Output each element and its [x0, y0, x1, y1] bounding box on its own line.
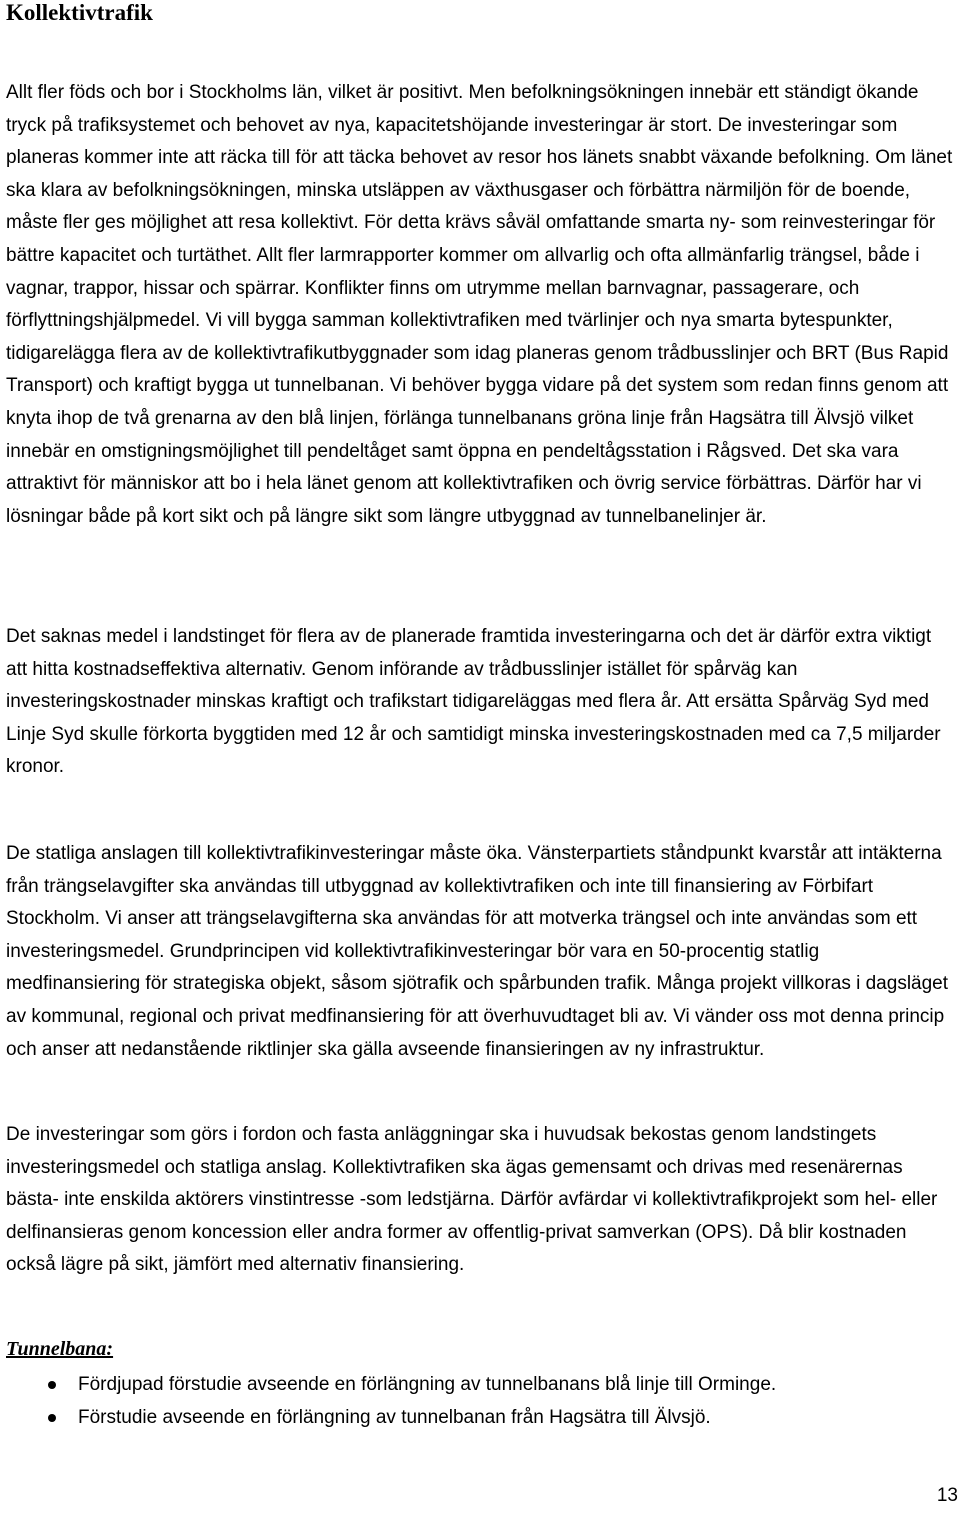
paragraph-state-funding: De statliga anslagen till kollektivtrafikinvesteringar måste öka. Vänsterpartiets ståndpunkt kvarstår att intäkterna från trängselavgifter ska användas till utbyggnad av kollektivtrafiken och inte till finansiering av Förbifart Stockholm. Vi anser att trängselavgifterna ska användas för att motverka trängsel och inte användas som ett investeringsmedel. Grundprincipen vid kollektivtrafikinvesteringar bör vara en 50-procentig statlig medfinansiering för strategiska objekt, såsom sjötrafik och spårbunden trafik. Många projekt villkoras i dagsläget av kommunal, regional och privat medfinansiering för att överhuvudtaget bli av. Vi vänder oss mot denna princip och anser att nedanstående riktlinjer ska gälla avseende finansieringen av ny infrastruktur. — [6, 843, 949, 1060]
paragraph-public-ownership: De investeringar som görs i fordon och fasta anläggningar ska i huvudsak bekostas genom landstingets investeringsmedel och statliga anslag. Kollektivtrafiken ska ägas gemensamt och drivas med resenärernas bästa- inte enskilda aktörers vinstintresse -som ledstjärna. Därför avfärdar vi kollektivtrafikprojekt som hel- eller delfinansieras genom koncession eller andra former av offentlig-privat samverkan (OPS). Då blir kostnaden också lägre på sikt, jämfört med alternativ finansiering. — [6, 1124, 938, 1276]
bullet-list — [0, 1369, 960, 1434]
paragraph-population-growth: Allt fler föds och bor i Stockholms län, vilket är positivt. Men befolkningsökningen innebär ett ständigt ökande tryck på trafiksystemet och behovet av nya, kapacitetshöjande investeringar är stort. De investeringar som planeras kommer inte att räcka till för att täcka behovet av resor hos länets snabbt växande befolkning. Om länet ska klara av befolkningsökningen, minska utsläppen av växthusgaser och förbättra närmiljön för de boende, måste fler ges möjlighet att resa kollektivt. För detta krävs såväl omfattande smarta ny- som reinvesteringar för bättre kapacitet och turtäthet. Allt fler larmrapporter kommer om allvarlig och ofta allmänfarlig trängsel, både i vagnar, trappor, hissar och spärrar. Konflikter finns om utrymme mellan barnvagnar, passagerare, och förflyttningshjälpmedel. Vi vill bygga samman kollektivtrafiken med tvärlinjer och nya smarta bytespunkter, tidigarelägga flera av de kollektivtrafikutbyggnader som idag planeras genom trådbusslinjer och BRT (Bus Rapid Transport) och kraftigt bygga ut tunnelbanan. Vi behöver bygga vidare på det system som redan finns genom att knyta ihop de två grenarna av den blå linjen, förlänga tunnelbanans gröna linje från Hagsätra till Älvsjö vilket innebär en omstigningsmöjlighet till pendeltåget samt öppna en pendeltågsstation i Rågsved. Det ska vara attraktivt för människor att bo i hela länet genom att kollektivtrafiken och övrig service förbättras. Därför har vi lösningar både på kort sikt och på längre sikt som längre utbyggnad av tunnelbanelinjer är. — [6, 82, 953, 527]
page-heading: Kollektivtrafik — [6, 0, 153, 25]
list-item-text: Fördjupad förstudie avseende en förlängning av tunnelbanans blå linje till Orminge. — [78, 1374, 777, 1395]
list-item — [0, 1402, 960, 1435]
bullet-icon — [48, 1414, 56, 1422]
page-number: 13 — [936, 1485, 958, 1506]
bullet-icon — [48, 1381, 56, 1389]
paragraph-funding-alternatives: Det saknas medel i landstinget för flera av de planerade framtida investeringarna och det är därför extra viktigt att hitta kostnadseffektiva alternativ. Genom införande av trådbusslinjer istället för spårväg kan investeringskostnader minskas kraftigt och trafikstart tidigareläggas med flera år. Att ersätta Spårväg Syd med Linje Syd skulle förkorta byggtiden med 12 år och samtidigt minska investeringskostnaden med ca 7,5 miljarder kronor. — [6, 626, 941, 778]
list-item-text: Förstudie avseende en förlängning av tunnelbanan från Hagsätra till Älvsjö. — [78, 1406, 711, 1428]
list-item — [0, 1369, 960, 1402]
subheading-tunnelbana: Tunnelbana: — [6, 1338, 114, 1360]
